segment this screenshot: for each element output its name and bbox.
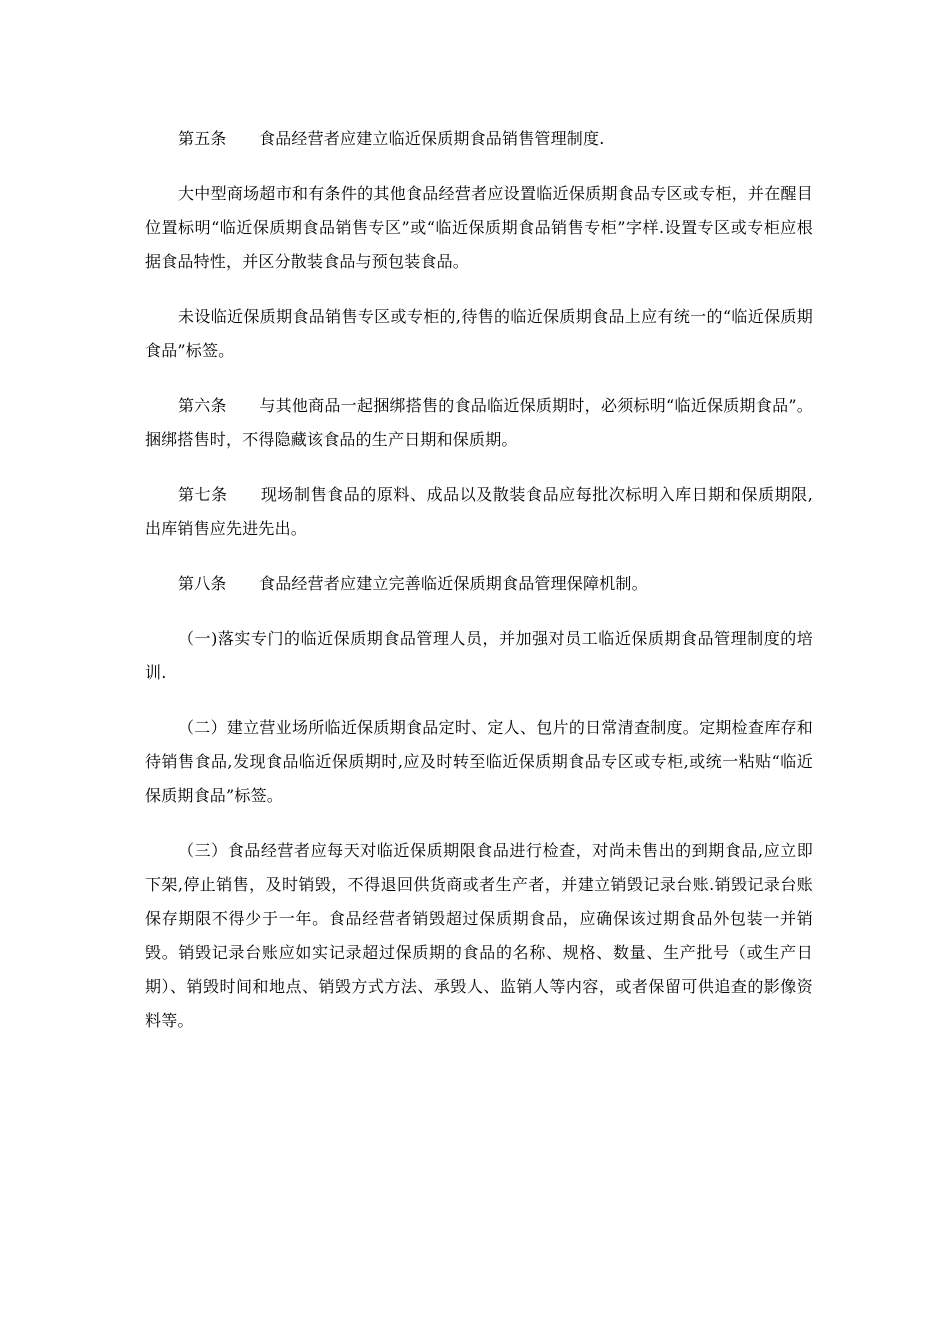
document-body <box>145 122 813 1059</box>
article-6-paragraph: 第六条 与其他商品一起捆绑搭售的食品临近保质期时，必须标明“临近保质期食品”。捆绑搭售时，不得隐藏该食品的生产日期和保质期。 <box>145 396 813 449</box>
article-7-paragraph: 第七条 现场制售食品的原料、成品以及散装食品应每批次标明入库日期和保质期限,出库销售应先进先出。 <box>145 485 813 538</box>
item-3-paragraph: （三）食品经营者应每天对临近保质期限食品进行检查，对尚未售出的到期食品,应立即下架,停止销售，及时销毁，不得退回供货商或者生产者，并建立销毁记录台账.销毁记录台账保存期限不得少于一年。食品经营者销毁超过保质期食品，应确保该过期食品外包装一并销毁。销毁记录台账应如实记录超过保质期的食品的名称、规格、数量、生产批号（或生产日期）、销毁时间和地点、销毁方式方法、承毁人、监销人等内容，或者保留可供追查的影像资料等。 <box>145 841 813 1030</box>
item-1-paragraph: （一)落实专门的临近保质期食品管理人员，并加强对员工临近保质期食品管理制度的培训. <box>145 629 813 682</box>
article-5-paragraph: 第五条 食品经营者应建立临近保质期食品销售管理制度. <box>178 129 605 148</box>
label-requirement-paragraph: 未设临近保质期食品销售专区或专柜的,待售的临近保质期食品上应有统一的“临近保质期食品”标签。 <box>145 307 813 360</box>
article-8-paragraph: 第八条 食品经营者应建立完善临近保质期食品管理保障机制。 <box>178 574 648 593</box>
special-zone-paragraph: 大中型商场超市和有条件的其他食品经营者应设置临近保质期食品专区或专柜，并在醒目位置标明“临近保质期食品销售专区”或“临近保质期食品销售专柜”字样.设置专区或专柜应根据食品特性，并区分散装食品与预包装食品。 <box>145 184 813 271</box>
item-2-paragraph: （二）建立营业场所临近保质期食品定时、定人、包片的日常清查制度。定期检查库存和待销售食品,发现食品临近保质期时,应及时转至临近保质期食品专区或专柜,或统一粘贴“临近保质期食品”标签。 <box>145 718 813 805</box>
